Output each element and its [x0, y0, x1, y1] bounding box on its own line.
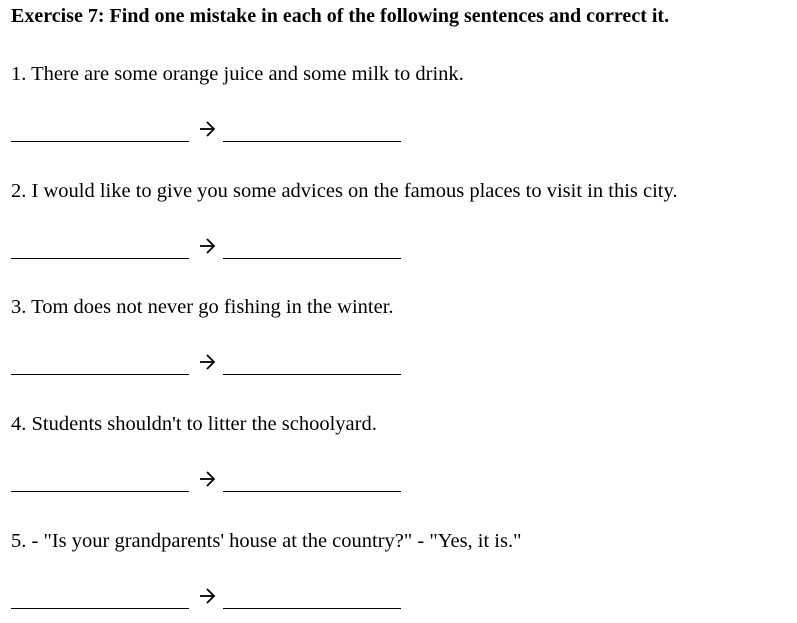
sentence-2: 2. I would like to give you some advices on the famous places to visit in this city. [11, 180, 678, 202]
correction-input-5[interactable] [223, 585, 401, 609]
answer-row-1 [11, 118, 411, 142]
sentence-3: 3. Tom does not never go fishing in the winter. [11, 296, 394, 318]
correction-input-3[interactable] [223, 351, 401, 375]
right-arrow-icon [197, 118, 219, 140]
mistake-input-2[interactable] [11, 235, 189, 259]
right-arrow-icon [197, 351, 219, 373]
correction-input-1[interactable] [223, 118, 401, 142]
answer-row-5 [11, 585, 411, 609]
mistake-input-5[interactable] [11, 585, 189, 609]
mistake-input-1[interactable] [11, 118, 189, 142]
mistake-input-3[interactable] [11, 351, 189, 375]
right-arrow-icon [197, 468, 219, 490]
exercise-title: Exercise 7: Find one mistake in each of the following sentences and correct it. [11, 5, 670, 27]
correction-input-2[interactable] [223, 235, 401, 259]
sentence-5: 5. - "Is your grandparents' house at the country?" - "Yes, it is." [11, 530, 522, 552]
right-arrow-icon [197, 585, 219, 607]
sentence-1: 1. There are some orange juice and some milk to drink. [11, 63, 464, 85]
answer-row-2 [11, 235, 411, 259]
sentence-4: 4. Students shouldn't to litter the schoolyard. [11, 413, 377, 435]
answer-row-4 [11, 468, 411, 492]
correction-input-4[interactable] [223, 468, 401, 492]
right-arrow-icon [197, 235, 219, 257]
mistake-input-4[interactable] [11, 468, 189, 492]
answer-row-3 [11, 351, 411, 375]
